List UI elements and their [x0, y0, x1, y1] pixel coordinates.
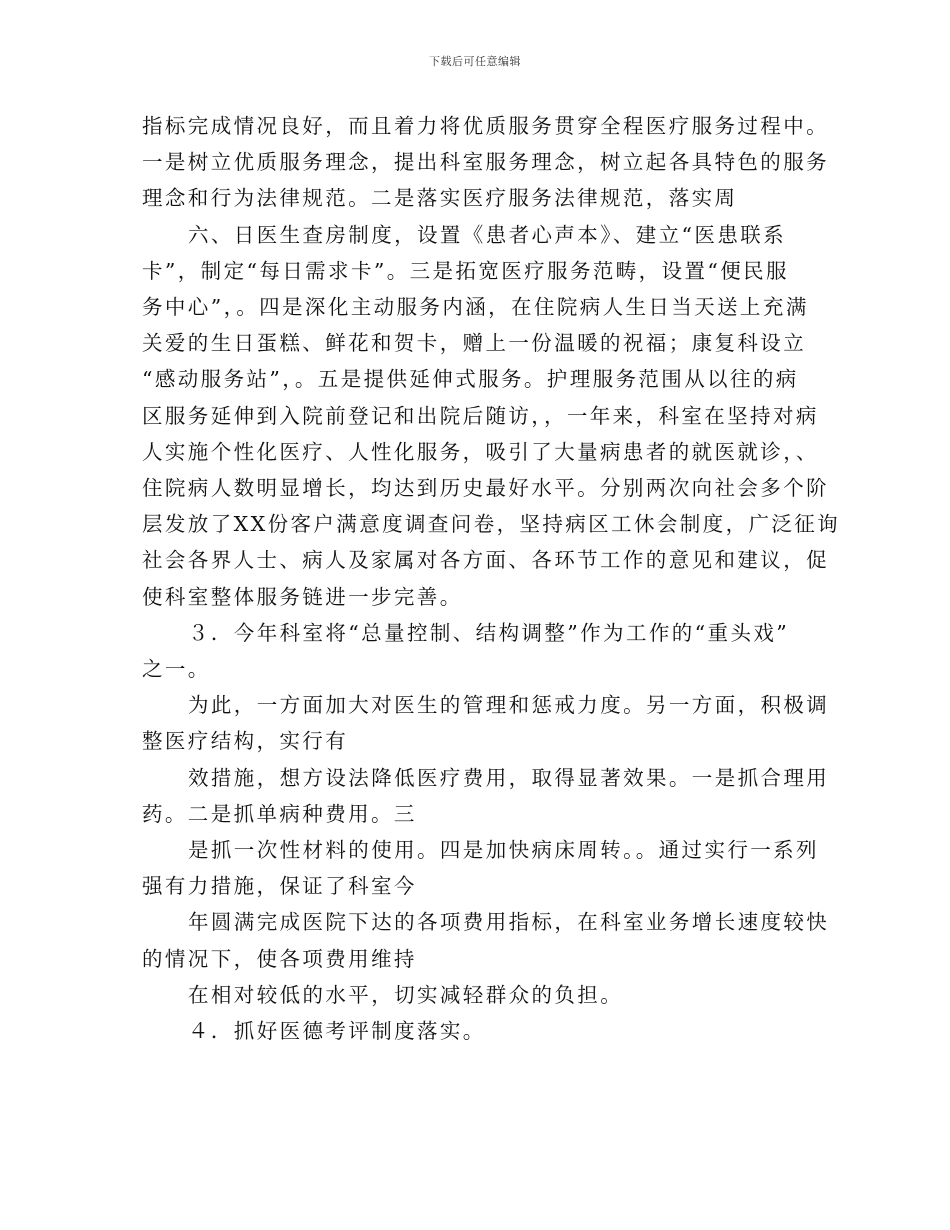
- text-line: 人实施个性化医疗、人性化服务，吸引了大量病患者的就医就诊，、: [142, 439, 819, 464]
- text-line: 效措施，想方设法降低医疗费用，取得显著效果。一是抓合理用: [188, 765, 830, 790]
- text-line: 层发放了XX份客户满意度调查问卷，坚持病区工休会制度，广泛征询: [142, 512, 841, 537]
- text-line: 整医疗结构，实行有: [142, 729, 349, 754]
- text-line: 是抓一次性材料的使用。四是加快病床周转。。通过实行一系列: [188, 838, 819, 863]
- text-line: 六、日医生查房制度，设置《患者心声本》、建立“医患联系: [188, 222, 787, 247]
- text-line: ４．抓好医德考评制度落实。: [188, 1019, 486, 1044]
- text-line: 关爱的生日蛋糕、鲜花和贺卡，赠上一份温暖的祝福；康复科设立: [142, 331, 807, 356]
- text-line: 务中心”，。四是深化主动服务内涵，在住院病人生日当天送上充满: [142, 295, 809, 320]
- document-body: [142, 108, 841, 1049]
- text-line: 之一。: [142, 657, 211, 682]
- text-line: 社会各界人士、病人及家属对各方面、各环节工作的意见和建议，促: [142, 548, 829, 573]
- text-line: 住院病人数明显增长，均达到历史最好水平。分别两次向社会多个阶: [142, 476, 829, 501]
- text-line: “感动服务站”，。五是提供延伸式服务。护理服务范围从以往的病: [142, 367, 799, 392]
- text-line: ３．今年科室将“总量控制、结构调整”作为工作的“重头戏”: [188, 620, 790, 645]
- text-line: 为此，一方面加大对医生的管理和惩戒力度。另一方面，积极调: [188, 693, 830, 718]
- text-line: 的情况下，使各项费用维持: [142, 946, 417, 971]
- text-line: 区服务延伸到入院前登记和出院后随访，，一年来，科室在坚持对病: [142, 403, 819, 428]
- text-line: 在相对较低的水平，切实减轻群众的负担。: [188, 982, 624, 1007]
- page-header: 下载后可任意编辑: [429, 55, 521, 68]
- text-line: 使科室整体服务链进一步完善。: [142, 584, 463, 609]
- text-line: 理念和行为法律规范。二是落实医疗服务法律规范，落实周: [142, 186, 738, 211]
- text-line: 指标完成情况良好，而且着力将优质服务贯穿全程医疗服务过程中。: [142, 114, 829, 138]
- text-line: 卡”，制定“每日需求卡”。三是拓宽医疗服务范畴，设置“便民服: [142, 258, 789, 283]
- text-line: 一是树立优质服务理念，提出科室服务理念，树立起各具特色的服务: [142, 150, 829, 175]
- text-line: 强有力措施，保证了科室今: [142, 874, 417, 899]
- text-line: 药。二是抓单病种费用。三: [142, 801, 417, 826]
- text-line: 年圆满完成医院下达的各项费用指标，在科室业务增长速度较快: [188, 910, 830, 935]
